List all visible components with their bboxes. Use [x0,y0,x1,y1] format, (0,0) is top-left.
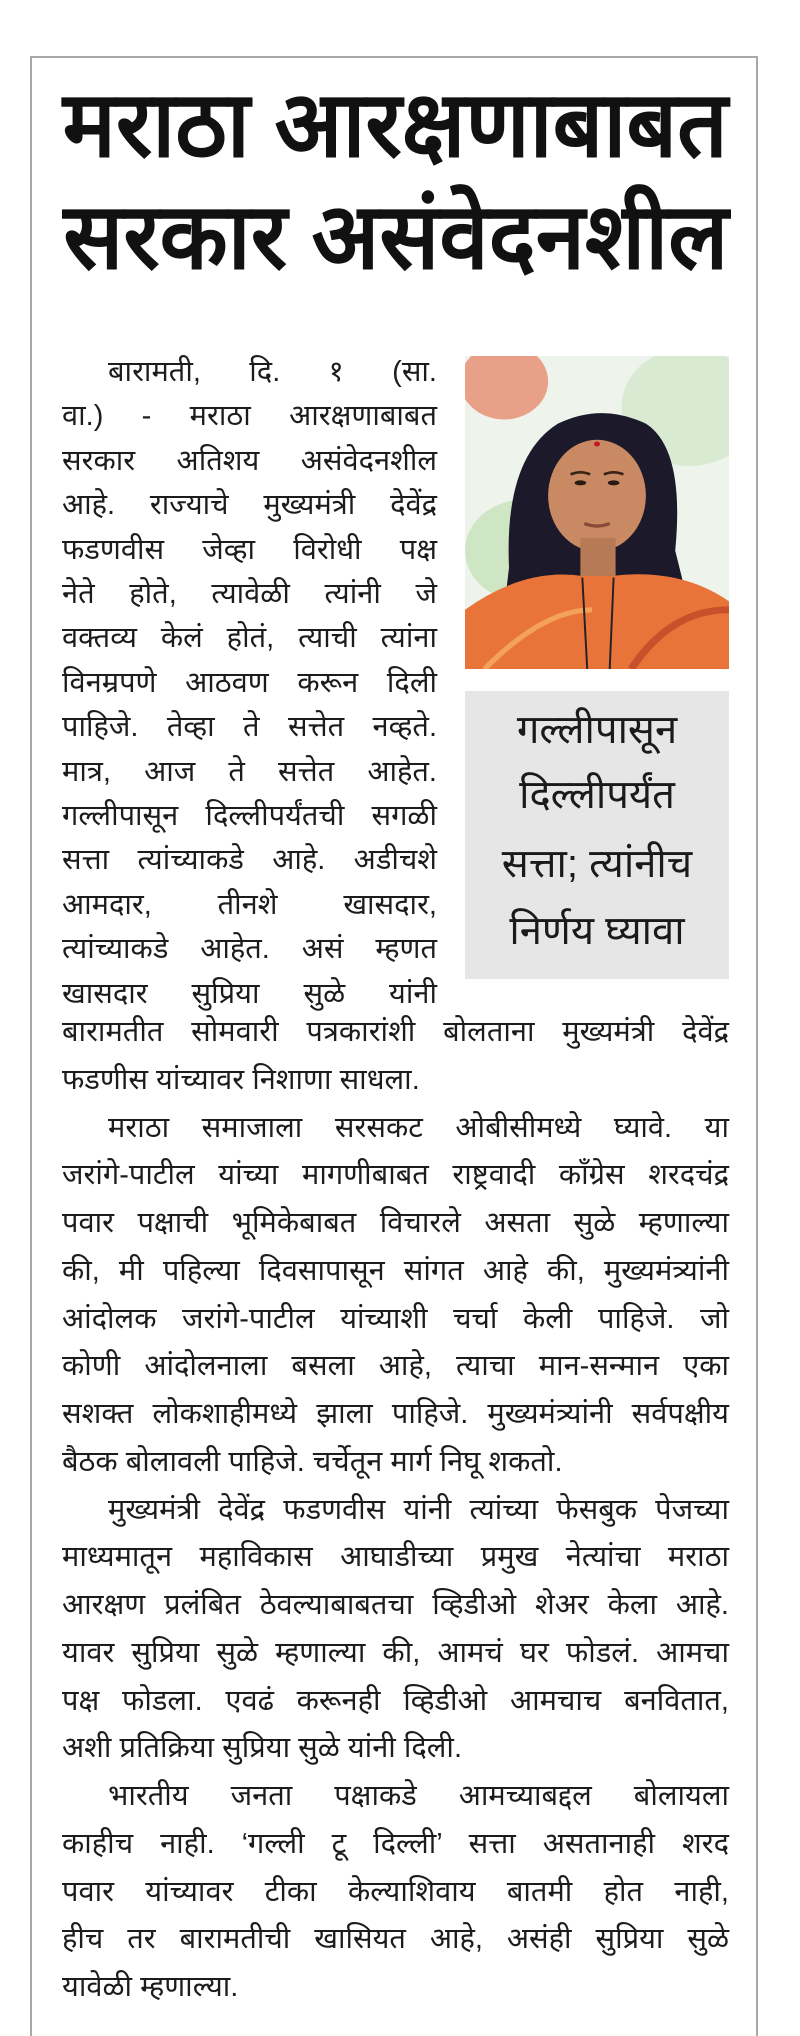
article-line: जरांगे-पाटील यांच्या मागणीबाबत राष्ट्रवादी काँग्रेस शरदचंद्र [62,1159,729,1192]
article-line: नेते होते, त्यावेळी त्यांनी जे [62,578,437,610]
article-line: पाहिजे. तेव्हा ते सत्तेत नव्हते. [62,711,437,744]
pull-quote-line: सत्ता; त्यांनीच [501,842,693,886]
article-line: काहीच नाही. ‘गल्ली टू दिल्ली’ सत्ता असतानाही शरद [62,1827,729,1860]
article-line: आमदार, तीनशे खासदार, [62,888,437,921]
article-line: खासदार सुप्रिया सुळे यांनी [62,977,437,1010]
article-line: मुख्यमंत्री देवेंद्र फडणवीस यांनी त्यांच्या फेसबुक पेजच्या [108,1493,729,1526]
article-line: बैठक बोलावली पाहिजे. चर्चेतून मार्ग निघू शकतो. [62,1445,563,1478]
article-line: वा.) - मराठा आरक्षणाबाबत [62,400,437,433]
headline-line-2: सरकार असंवेदनशील [63,186,728,288]
article-line: अशी प्रतिक्रिया सुप्रिया सुळे यांनी दिली. [62,1732,462,1765]
article-line: आहे. राज्याचे मुख्यमंत्री देवेंद्र [62,489,437,522]
article-line: यावर सुप्रिया सुळे म्हणाल्या की, आमचं घर फोडलं. आमचा [62,1636,729,1669]
article-line: कोणी आंदोलनाला बसला आहे, त्याचा मान-सन्मान एका [62,1350,729,1383]
portrait-image [465,356,729,669]
article-line: मराठा समाजाला सरसकट ओबीसीमध्ये घ्यावे. या [108,1111,729,1144]
article-line: यावेळी म्हणाल्या. [62,1971,239,2003]
article-line: सशक्त लोकशाहीमध्ये झाला पाहिजे. मुख्यमंत्र्यांनी सर्वपक्षीय [62,1398,729,1430]
article-line: भारतीय जनता पक्षाकडे आमच्याबद्दल बोलायला [108,1780,729,1812]
article-line: आंदोलक जरांगे-पाटील यांच्याशी चर्चा केली पाहिजे. जो [62,1302,729,1335]
article-line: मात्र, आज ते सत्तेत आहेत. [62,755,437,788]
article-line: त्यांच्याकडे आहेत. असं म्हणत [62,933,437,966]
article-line: सरकार अतिशय असंवेदनशील [62,444,437,477]
article-line: पवार पक्षाची भूमिकेबाबत विचारले असता सुळे म्हणाल्या [62,1207,729,1239]
article-line: की, मी पहिल्या दिवसापासून सांगत आहे की, मुख्यमंत्र्यांनी [62,1254,729,1287]
article-line: फडणवीस जेव्हा विरोधी पक्ष [62,533,437,566]
article-line: सत्ता त्यांच्याकडे आहे. अडीचशे [62,844,437,877]
article-line: वक्तव्य केलं होतं, त्याची त्यांना [62,622,437,655]
pull-quote-line: दिल्लीपर्यंत [519,773,675,817]
pull-quote-line: निर्णय घ्यावा [509,909,685,953]
pull-quote-line: गल्लीपासून [516,708,678,752]
article-line: बारामती, दि. १ (सा. [108,356,437,388]
article-line: हीच तर बारामतीची खासियत आहे, असंही सुप्रिया सुळे [62,1923,729,1956]
article-line: पक्ष फोडला. एवढं करूनही व्हिडीओ आमचाच बनवितात, [62,1684,729,1717]
article-line: विनम्रपणे आठवण करून दिली [62,666,437,699]
pull-quote-box [465,691,729,979]
article-line: माध्यमातून महाविकास आघाडीच्या प्रमुख नेत्यांचा मराठा [62,1541,729,1574]
article-line: आरक्षण प्रलंबित ठेवल्याबाबतचा व्हिडीओ शेअर केला आहे. [62,1589,729,1621]
article-line: गल्लीपासून दिल्लीपर्यंतची सगळी [62,800,437,832]
portrait-photo [465,356,729,669]
article-line: फडणीस यांच्यावर निशाणा साधला. [62,1063,420,1096]
article-line: बारामतीत सोमवारी पत्रकारांशी बोलताना मुख्यमंत्री देवेंद्र [62,1016,729,1048]
headline-line-1: मराठा आरक्षणाबाबत [62,74,728,176]
article-line: पवार यांच्यावर टीका केल्याशिवाय बातमी होत नाही, [62,1875,729,1908]
